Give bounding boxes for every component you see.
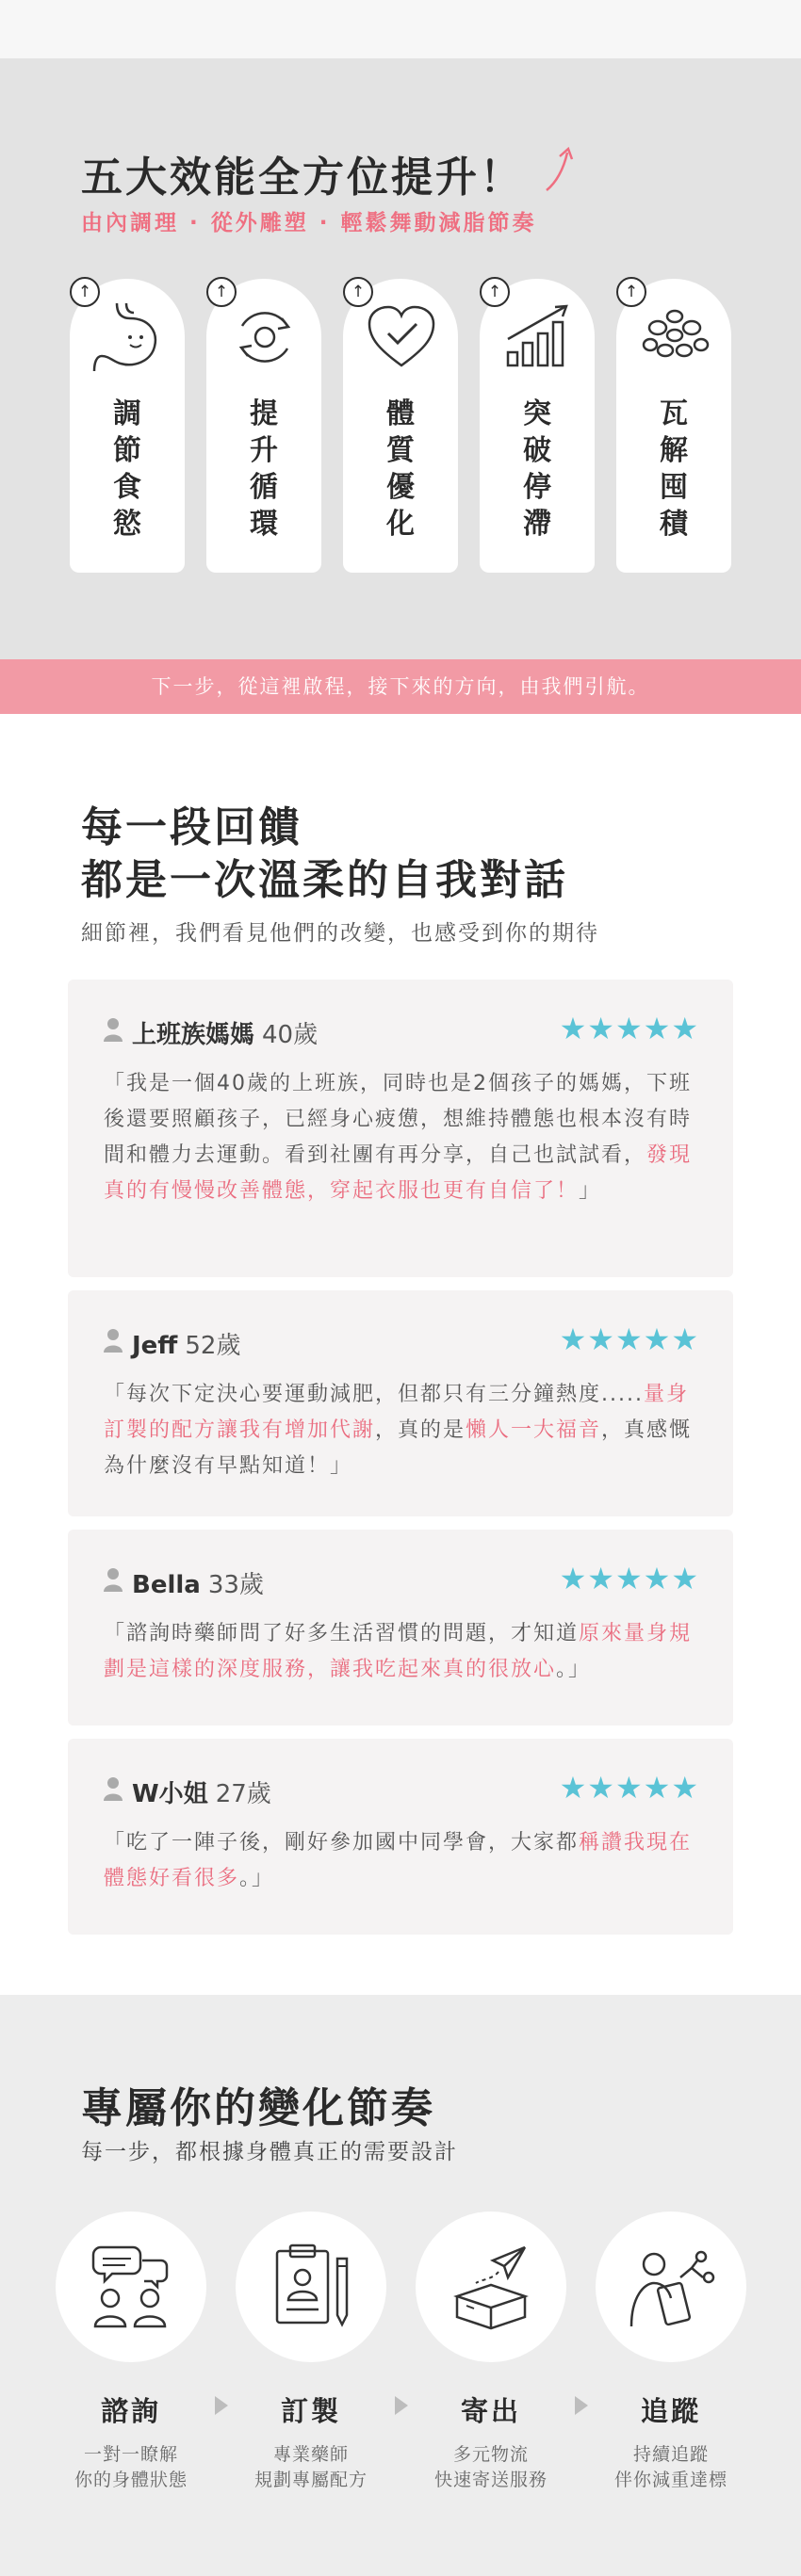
reviewer-age: 52歲 <box>185 1332 241 1360</box>
arrow-badge-icon: ↑ <box>343 277 373 307</box>
step-circle <box>416 2211 566 2362</box>
benefits-section <box>0 58 801 659</box>
benefit-card-plateau <box>480 279 595 573</box>
review-card <box>68 1290 733 1516</box>
benefit-card-label: 體 質 優 化 <box>386 397 415 541</box>
reviewer-name: Bella 33歲 <box>132 1571 264 1599</box>
review-text: 「每次下定決心要運動減肥，但都只有三分鐘熱度.....量身訂製的配方讓我有增加代謝，真的是懶人一大福音，真感慨為什麼沒有早點知道！」 <box>104 1383 693 1478</box>
review-text: 「諮詢時藥師問了好多生活習慣的問題，才知道原來量身規劃是這樣的深度服務，讓我吃起來真的很放心。」 <box>104 1622 693 1681</box>
review-text: 「我是一個40歲的上班族，同時也是2個孩子的媽媽，下班後還要照顧孩子，已經身心疲憊，想維持體態也根本沒有時間和體力去運動。看到社團有再分享，自己也試試看，發現真的有慢慢改善體態，穿起衣服也更有自信了！」 <box>104 1072 693 1203</box>
consult-chat-icon <box>84 2240 178 2334</box>
person-icon <box>104 1776 123 1801</box>
step-title: 訂製 <box>280 2395 341 2427</box>
reviews-title-line2: 都是一次溫柔的自我對話 <box>81 856 568 904</box>
chevron-right-icon <box>215 2396 228 2415</box>
person-icon <box>104 1017 123 1042</box>
rating-stars: ★★★★★ <box>559 1011 699 1046</box>
process-subtitle: 每一步，都根據身體真正的需要設計 <box>81 2140 458 2164</box>
benefit-card-label: 調 節 食 慾 <box>113 397 141 541</box>
benefit-card-circulation <box>206 279 321 573</box>
step-circle <box>56 2211 206 2362</box>
reviewer-age: 40歲 <box>262 1021 319 1049</box>
arrow-badge-icon: ↑ <box>480 277 510 307</box>
rating-stars: ★★★★★ <box>559 1770 699 1806</box>
process-section <box>0 1995 801 2576</box>
review-card <box>68 980 733 1277</box>
benefit-card-label: 突 破 停 滯 <box>523 397 551 541</box>
next-step-banner <box>0 659 801 714</box>
reviews-subtitle: 細節裡，我們看見他們的改變，也感受到你的期待 <box>81 921 599 946</box>
arrow-up-icon <box>543 145 577 194</box>
benefit-card-appetite <box>70 279 185 573</box>
chevron-right-icon <box>575 2396 588 2415</box>
parcel-plane-icon <box>444 2240 538 2334</box>
rating-stars: ★★★★★ <box>559 1561 699 1596</box>
benefit-card-constitution <box>343 279 458 573</box>
arrow-badge-icon: ↑ <box>206 277 237 307</box>
tracking-tablet-icon <box>624 2240 718 2334</box>
step-description: 持續追蹤 伴你減重達標 <box>613 2444 727 2490</box>
benefit-card-label: 提 升 循 環 <box>250 397 278 541</box>
reviewer-name: W小姐 27歲 <box>132 1780 271 1808</box>
review-card <box>68 1739 733 1935</box>
step-circle <box>236 2211 386 2362</box>
process-title: 專屬你的變化節奏 <box>81 2084 435 2132</box>
reviewer-name: Jeff 52歲 <box>132 1332 241 1360</box>
chevron-right-icon <box>395 2396 408 2415</box>
benefit-card-fat <box>616 279 731 573</box>
benefits-title: 五大效能全方位提升！ <box>81 154 524 202</box>
review-text: 「吃了一陣子後，剛好參加國中同學會，大家都稱讚我現在體態好看很多。」 <box>104 1831 693 1890</box>
arrow-badge-icon: ↑ <box>70 277 100 307</box>
step-circle <box>596 2211 746 2362</box>
step-title: 追蹤 <box>640 2395 701 2427</box>
person-icon <box>104 1567 123 1592</box>
stomach-icon <box>89 298 168 377</box>
reviews-title-line1: 每一段回饋 <box>81 803 302 851</box>
reviewer-name: 上班族媽媽 40歲 <box>132 1021 319 1049</box>
step-title: 諮詢 <box>100 2395 161 2427</box>
reviewer-age: 27歲 <box>215 1780 271 1808</box>
benefit-card-label: 瓦 解 囤 積 <box>660 397 688 541</box>
circulation-icon <box>225 298 304 377</box>
step-description: 一對一瞭解 你的身體狀態 <box>74 2444 188 2490</box>
step-title: 寄出 <box>460 2395 521 2427</box>
reviewer-age: 33歲 <box>207 1571 264 1599</box>
rating-stars: ★★★★★ <box>559 1321 699 1357</box>
person-icon <box>104 1328 123 1353</box>
benefits-subtitle: 由內調理 · 從外雕塑 · 輕鬆舞動減脂節奏 <box>81 211 537 235</box>
growth-chart-icon <box>499 298 578 377</box>
heart-check-icon <box>362 298 441 377</box>
review-card <box>68 1530 733 1725</box>
arrow-badge-icon: ↑ <box>616 277 646 307</box>
top-strip <box>0 0 801 58</box>
banner-text: 下一步，從這裡啟程，接下來的方向，由我們引航。 <box>151 675 650 698</box>
step-description: 專業藥師 規劃專屬配方 <box>253 2444 368 2490</box>
benefit-cards <box>70 279 731 573</box>
clipboard-profile-icon <box>264 2240 358 2334</box>
fat-cells-icon <box>635 298 714 377</box>
step-description: 多元物流 快速寄送服務 <box>433 2444 548 2490</box>
